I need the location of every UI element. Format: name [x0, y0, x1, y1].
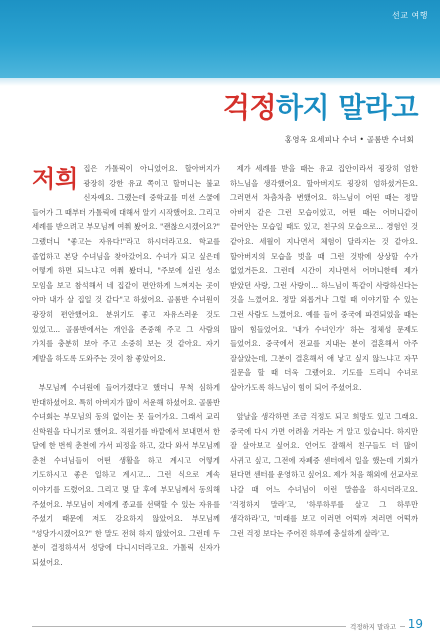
paragraph: 앞날을 생각하면 조금 걱정도 되고 희망도 있고 그래요. 중국에 다시 가면 어려울 거라는 거 알고 있습니다. 하지만 잘 살아보고 싶어요. 언어도 잘해서 친구들도 더 많이 사귀고 싶고, 그전에 자폐증 센터에서 일을 했는데 기회가 된다면 센터를 운영하고 싶어요. 제가 처음 해외에 선교사로 나갈 때 어느 수녀님이 이런 말씀을 하시더라고요. '걱정하지 말라'고, '하루하루를 살고 그 하루만 생각하라'고, '미래를 보고 이러면 어떡까 저러면 어떡까 그런 걱정 보다는 주어진 하루에 충실하게 살라'고. [230, 412, 418, 538]
section-label: 선교 여행 [392, 11, 428, 20]
paragraph [32, 162, 220, 366]
paragraph: 부모님께 수녀원에 들어가겠다고 했더니 무척 심하게 반대하셨어요. 특히 아버지가 많이 서운해 하셨어요. 골롬반 수녀회는 부모님의 동의 없이는 못 들어가요. 그래서 교리 신학원을 다니기로 했어요. 직원기를 바깥에서 보내면서 한 달에 한 번씩 춘천에 가서 피정을 하고, 갔다 와서 부모님께 춘천 수녀님들이 어떤 생활을 하고 계시고 어떻게 기도하시고 좋은 일하고 계시고... 그런 식으로 계속 이야기를 드렸어요. 그리고 몇 달 후에 부모님께서 동의해 주셨어요. 부모님이 저에게 종교를 선택할 수 있는 자유를 주셨기 때문에 저도 강요하지 않았어요. 부모님께 "성당가시겠어요?" 한 말도 전혀 하지 않았어요. 그런데 두 분이 결정하셔서 성당에 다니시더라고요. 가톨릭 신자가 되셨어요. [32, 382, 220, 568]
running-title: 걱정하지 말라고 [346, 622, 400, 631]
page-number: 19 [405, 617, 426, 631]
article-title-accent: 걱정 [222, 91, 276, 124]
column-left [32, 162, 220, 571]
paragraph: 제가 세례를 받을 때는 유교 집안이라서 굉장히 엄한 하느님을 생각했어요. 할아버지도 굉장히 엄하셨거든요. 그러면서 차츰차츰 변했어요. 하느님이 어떤 때는 정말 아버지 같은 그런 모습이었고, 어떤 때는 어머니같이 끝어안는 모습일 때도 있고, 친구의 모습으로... 경험인 것 같아요. 세월이 지나면서 체험이 달라지는 것 같아요. 할아버지의 모습을 벗을 때 그런 것밖에 상상할 수가 없었거든요. 그런데 시간이 지나면서 어머니한테 제가 받았던 사랑, 그런 사랑이... 하느님이 똑같이 사랑하신다는 것을 느꼈어요. 정말 외롭거나 그럴 때 이야기할 수 있는 그런 사람도 느꼈어요. 예를 들어 중국에 파견되었을 때는 많이 힘들었어요. '내가 수녀인가' 하는 정체성 문제도 들었어요. 중국에서 전교를 지내는 분이 결혼해서 아주 잘살았는데, 그분이 결혼해서 애 낳고 싶지 않느냐고 자꾸 질문을 할 때 더욱 그랬어요. 기도를 드리니 수녀로 살아가도록 하느님이 힘이 되어 주셨어요. [230, 164, 418, 392]
header-fade [0, 78, 440, 86]
drop-cap: 저희 [32, 164, 79, 193]
paragraph-text: 집은 가톨릭이 아니었어요. 할아버지가 광장히 강한 유교 쪽이고 할머니는 불교 신자예요. 그랬는데 중학교를 미션 스쿨에 들어가 그 때부터 가톨릭에 대해서 알기 시작했어요. 그리고 세례를 받으려고 부모님께 여쭤 봤어요. "괜찮으시겠어요?" 그랬더니 "좋고는 자유다!"라고 하시더라고요. 학교를 졸업하고 본당 수녀님을 찾아갔어요. 수녀가 되고 싶은데 어떻게 하면 되느냐고 여쭤 봤더니, "주보에 실린 성소 모임을 보고 참석해서 네 집같이 편안하게 느껴지는 곳이 아마 내가 살 집일 것 같다"고 하셨어요. 골롬반 수녀원이 광장히 편안했어요. 분위기도 좋고 자유스러운 것도 있었고... 골롬반에서는 개인을 존중해 주고 그 사람의 가치를 충분히 보아 주고 소중히 보는 것 같아요. 자기 계발을 하도록 도와주는 것이 참 좋았어요. [32, 164, 220, 363]
article-title-rest: 하지 말라고 [276, 91, 418, 124]
header-band [0, 0, 440, 78]
article-byline: 홍영옥 요세피나 수녀 • 골롬반 수녀회 [284, 135, 414, 144]
article-title [223, 86, 418, 126]
column-right [230, 162, 418, 541]
